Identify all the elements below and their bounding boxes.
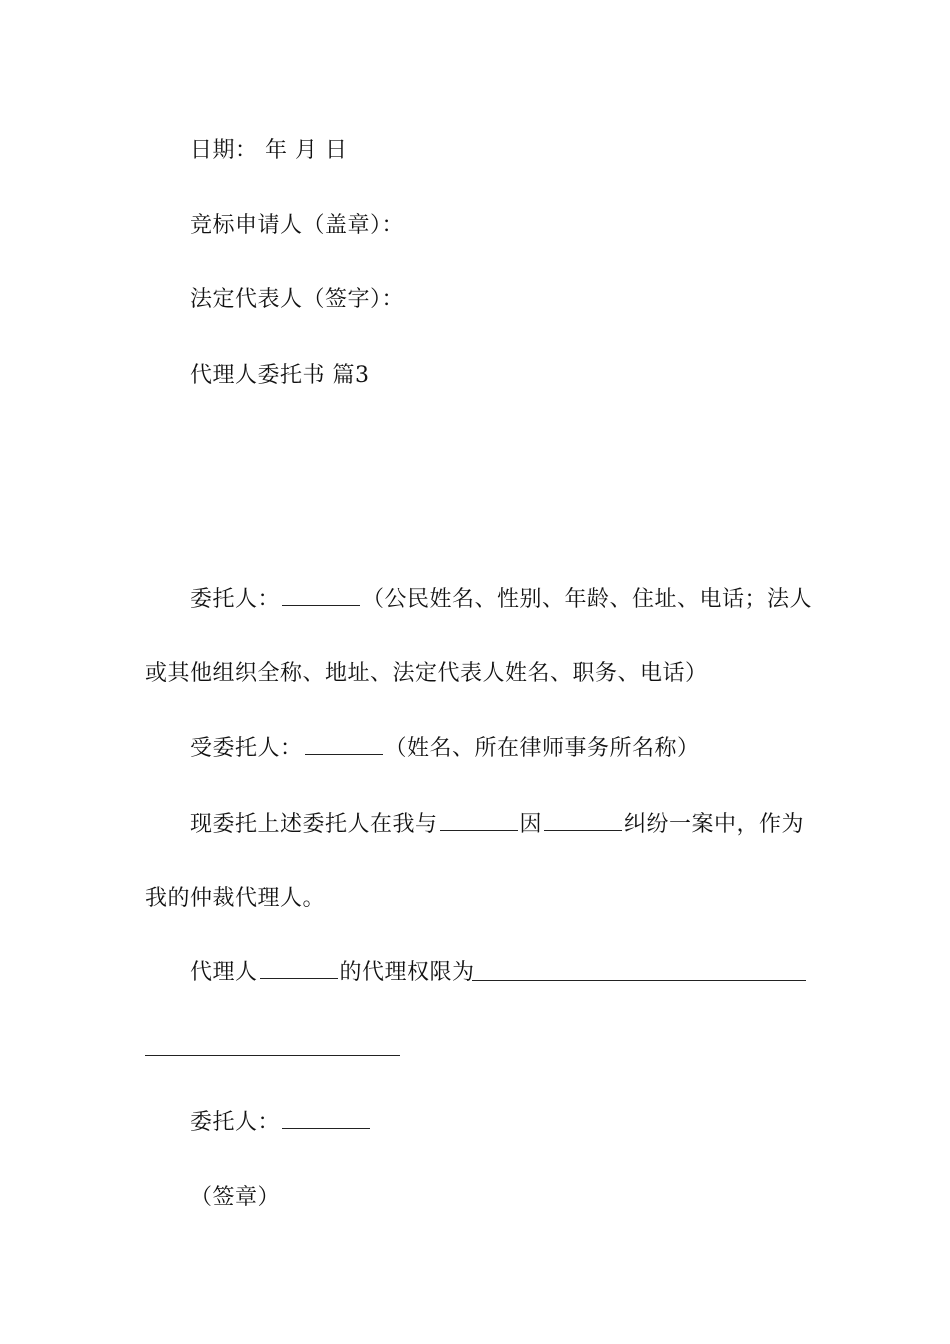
entrust-text-3: 纠纷一案中，作为: [624, 812, 805, 837]
legal-representative-signature-line: 法定代表人（签字）：: [190, 287, 405, 312]
entrust-statement-continued: 我的仲裁代理人。: [145, 886, 326, 911]
dispute-type-blank: [544, 810, 622, 831]
principal-signature-line: [190, 1108, 372, 1138]
agent-label: 受委托人：: [190, 736, 303, 761]
opposing-party-blank: [440, 810, 518, 831]
principal-signature-blank: [282, 1108, 370, 1129]
section-title: 代理人委托书 篇3: [190, 363, 370, 388]
agent-name-blank: [260, 958, 338, 979]
seal-label: （签章）: [190, 1185, 281, 1210]
applicant-seal-line: 竞标申请人（盖章）：: [190, 213, 405, 238]
principal-label: 委托人：: [190, 587, 281, 612]
entrust-statement-line: [190, 810, 804, 840]
agent-line: [190, 734, 700, 764]
authority-text-2: 的代理权限为: [339, 960, 475, 985]
authority-scope-blank: [472, 980, 806, 981]
authority-scope-blank-continued: [145, 1055, 400, 1056]
principal-description-continued: 或其他组织全称、地址、法定代表人姓名、职务、电话）: [145, 661, 708, 686]
date-line: 日期： 年 月 日: [190, 138, 348, 163]
agent-blank: [305, 734, 383, 755]
agent-description: （姓名、所在律师事务所名称）: [384, 736, 700, 761]
principal-description: （公民姓名、性别、年龄、住址、电话；法人: [362, 587, 813, 612]
principal-signature-label: 委托人：: [190, 1110, 281, 1135]
entrust-text-2: 因: [519, 812, 543, 837]
entrust-text-1: 现委托上述委托人在我与: [190, 812, 438, 837]
authority-line: [190, 958, 475, 988]
principal-blank: [282, 585, 360, 606]
principal-line: [190, 585, 812, 615]
authority-text-1: 代理人: [190, 960, 258, 985]
